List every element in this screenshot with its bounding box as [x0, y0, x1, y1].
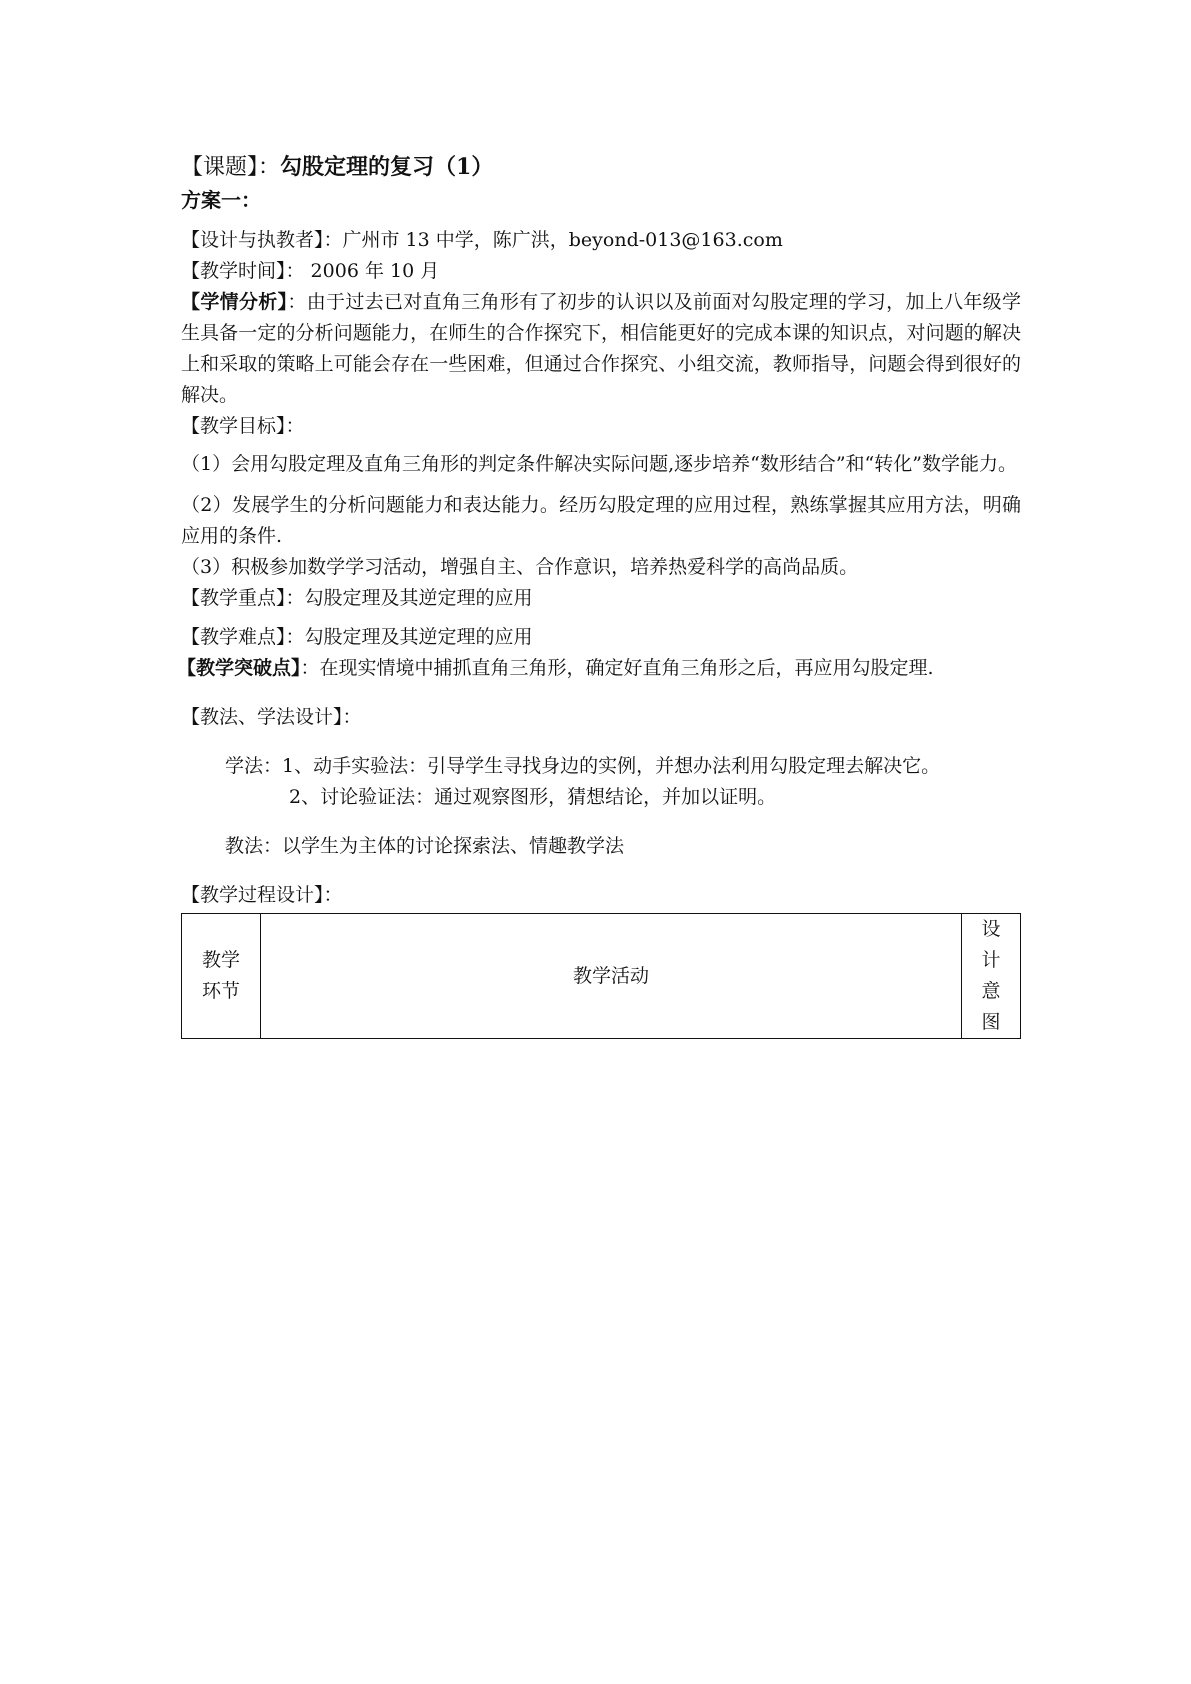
key-line: [181, 583, 1021, 614]
process-label: 【教学过程设计】: [181, 884, 324, 906]
time-value: ： 2006 年 10 月: [285, 260, 440, 282]
stage-line-2: 环节: [201, 980, 240, 1002]
process-heading: [181, 880, 1021, 911]
methods-colon: ：: [342, 706, 362, 728]
difficulty-value: ：勾股定理及其逆定理的应用: [285, 626, 533, 648]
difficulty-line: [181, 622, 1021, 653]
designer-value: ：广州市 13 中学，陈广洪，beyond-013@163.com: [323, 229, 783, 251]
methods-heading: [181, 702, 1021, 733]
key-value: ：勾股定理及其逆定理的应用: [285, 587, 533, 609]
breakthrough-label: 【教学突破点】: [177, 657, 301, 679]
methods-label: 【教法、学法设计】: [181, 706, 343, 728]
intent-char: 图: [981, 1011, 1001, 1033]
header-cell-activity: 教学活动: [261, 914, 962, 1039]
goal-2: （2）发展学生的分析问题能力和表达能力。经历勾股定理的应用过程，熟练掌握其应用方法，明确应用的条件.: [181, 494, 1021, 547]
header-cell-stage: [182, 914, 261, 1039]
teach-method: 教法：以学生为主体的讨论探索法、情趣教学法: [225, 835, 625, 857]
intent-char: 设: [981, 918, 1001, 940]
topic-title: 勾股定理的复习（1）: [280, 154, 494, 180]
intent-char: 意: [981, 980, 1001, 1002]
analysis-value: ：由于过去已对直角三角形有了初步的认识以及前面对勾股定理的学习，加上八年级学生具备一定的分析问题能力，在师生的合作探究下，相信能更好的完成本课的知识点，对问题的解决上和采取的策略上可能会存在一些困难，但通过合作探究、小组交流，教师指导，问题会得到很好的解决。: [181, 291, 1021, 406]
breakthrough-value: ：在现实情境中捕抓直角三角形，确定好直角三角形之后，再应用勾股定理.: [300, 657, 934, 679]
process-colon: ：: [323, 884, 343, 906]
stage-line-1: 教学: [201, 949, 240, 971]
study-method-2: 2、讨论验证法：通过观察图形，猜想结论，并加以证明。: [289, 786, 777, 808]
topic-line: [181, 150, 1021, 185]
process-table: [181, 913, 1021, 1039]
goals-colon: ：: [285, 415, 305, 437]
analysis-paragraph: [181, 287, 1021, 411]
goal-1: （1）会用勾股定理及直角三角形的判定条件解决实际问题,逐步培养“数形结合”和“转化”数学能力。: [181, 453, 1017, 475]
difficulty-label: 【教学难点】: [181, 626, 286, 648]
goals-label: 【教学目标】: [181, 415, 286, 437]
designer-line: [181, 225, 1021, 256]
time-label: 【教学时间】: [181, 260, 286, 282]
key-label: 【教学重点】: [181, 587, 286, 609]
analysis-label: 【学情分析】: [181, 291, 288, 313]
plan-heading: 方案一：: [181, 188, 261, 212]
intent-char: 计: [981, 949, 1001, 971]
breakthrough-line: [177, 653, 1021, 684]
document-page: [177, 150, 1021, 1039]
designer-label: 【设计与执教者】: [181, 229, 324, 251]
topic-label: 【课题】：: [181, 155, 281, 180]
study-method-1: 学法：1、动手实验法：引导学生寻找身边的实例，并想办法利用勾股定理去解决它。: [225, 755, 941, 777]
time-line: [181, 256, 1021, 287]
goal-3: （3）积极参加数学学习活动，增强自主、合作意识，培养热爱科学的高尚品质。: [181, 556, 859, 578]
goals-heading: [181, 411, 1021, 442]
header-cell-intent: [962, 914, 1021, 1039]
table-row: [182, 914, 1021, 1039]
